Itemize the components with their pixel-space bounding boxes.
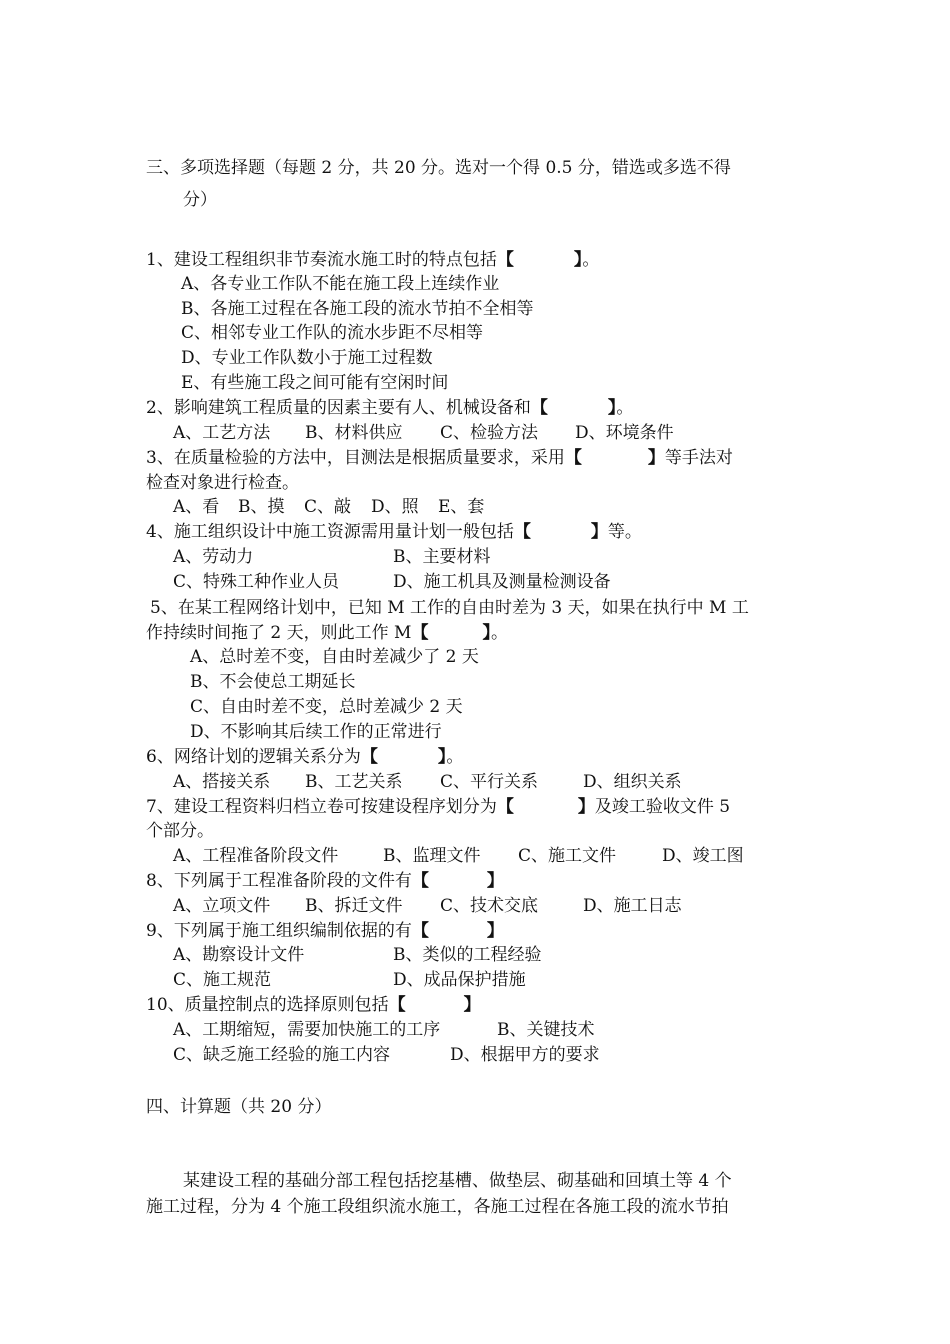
question-7-stem-continued: 个部分。: [146, 821, 214, 841]
question-7-option: B、监理文件: [383, 846, 481, 866]
question-1-option: D、专业工作队数小于施工过程数: [181, 348, 433, 368]
question-3-option: A、看: [173, 497, 220, 517]
question-3-stem-continued: 检查对象进行检查。: [146, 473, 299, 493]
question-10-stem: 10、质量控制点的选择原则包括【 】: [146, 995, 481, 1015]
question-9-option: B、类似的工程经验: [393, 945, 542, 965]
question-5-option: B、不会使总工期延长: [190, 672, 356, 692]
answer-bracket-left: 【: [411, 921, 429, 941]
question-8-option: C、技术交底: [440, 896, 539, 916]
answer-bracket-left: 【: [564, 448, 582, 468]
question-2-option: C、检验方法: [440, 423, 539, 443]
question-6-stem: 6、网络计划的逻辑关系分为【 】。: [146, 747, 464, 767]
answer-bracket-left: 【: [496, 250, 514, 270]
answer-bracket-right: 】: [590, 522, 608, 542]
question-1-option: B、各施工过程在各施工段的流水节拍不全相等: [181, 299, 534, 319]
question-6-option: A、搭接关系: [173, 772, 271, 792]
question-10-option: A、工期缩短，需要加快施工的工序: [173, 1020, 441, 1040]
question-2-stem: 2、影响建筑工程质量的因素主要有人、机械设备和【 】。: [146, 398, 634, 418]
question-7-option: D、竣工图: [662, 846, 744, 866]
question-5-option: C、自由时差不变，总时差减少 2 天: [190, 697, 463, 717]
question-7-stem: 7、建设工程资料归档立卷可按建设程序划分为【 】及竣工验收文件 5: [146, 797, 731, 817]
question-4-stem: 4、施工组织设计中施工资源需用量计划一般包括【 】等。: [146, 522, 642, 542]
question-2-option: D、环境条件: [575, 423, 674, 443]
question-10-option: C、缺乏施工经验的施工内容: [173, 1045, 391, 1065]
answer-bracket-right: 】: [486, 871, 504, 891]
question-9-option: D、成品保护措施: [393, 970, 526, 990]
question-6-option: B、工艺关系: [305, 772, 403, 792]
question-1-option: E、有些施工段之间可能有空闲时间: [181, 373, 449, 393]
question-4-option: C、特殊工种作业人员: [173, 572, 340, 592]
question-9-option: A、勘察设计文件: [173, 945, 305, 965]
problem-paragraph-continued: 施工过程，分为 4 个施工段组织流水施工，各施工过程在各施工段的流水节拍: [146, 1197, 729, 1217]
question-7-option: C、施工文件: [518, 846, 617, 866]
question-3-option: B、摸: [238, 497, 285, 517]
answer-bracket-left: 【: [513, 522, 531, 542]
question-5-stem: 5、在某工程网络计划中，已知 M 工作的自由时差为 3 天，如果在执行中 M 工: [150, 598, 749, 618]
question-4-option: A、劳动力: [173, 547, 254, 567]
question-1-option: C、相邻专业工作队的流水步距不尽相等: [181, 323, 484, 343]
answer-bracket-left: 【: [530, 398, 548, 418]
question-5-option: A、总时差不变，自由时差减少了 2 天: [190, 647, 479, 667]
question-4-option: B、主要材料: [393, 547, 491, 567]
section-title: 四、计算题（共 20 分）: [146, 1097, 332, 1117]
question-7-option: A、工程准备阶段文件: [173, 846, 339, 866]
question-8-option: D、施工日志: [583, 896, 682, 916]
answer-bracket-right: 】: [573, 250, 583, 270]
question-10-option: B、关键技术: [497, 1020, 595, 1040]
question-4-option: D、施工机具及测量检测设备: [393, 572, 611, 592]
question-8-option: A、立项文件: [173, 896, 271, 916]
question-9-stem: 9、下列属于施工组织编制依据的有【 】: [146, 921, 504, 941]
question-3-option: E、套: [438, 497, 485, 517]
answer-bracket-left: 【: [360, 747, 378, 767]
question-9-option: C、施工规范: [173, 970, 272, 990]
answer-bracket-left: 【: [411, 623, 429, 643]
question-8-option: B、拆迁文件: [305, 896, 403, 916]
question-2-option: A、工艺方法: [173, 423, 271, 443]
answer-bracket-right: 】: [607, 398, 617, 418]
question-5-option: D、不影响其后续工作的正常进行: [190, 722, 442, 742]
answer-bracket-right: 】: [437, 747, 447, 767]
answer-bracket-right: 】: [482, 623, 491, 643]
problem-paragraph: 某建设工程的基础分部工程包括挖基槽、做垫层、砌基础和回填土等 4 个: [183, 1171, 732, 1191]
question-2-option: B、材料供应: [305, 423, 403, 443]
question-1-stem: 1、建设工程组织非节奏流水施工时的特点包括【 】。: [146, 250, 600, 270]
question-3-option: D、照: [371, 497, 419, 517]
question-10-option: D、根据甲方的要求: [450, 1045, 600, 1065]
answer-bracket-right: 】: [486, 921, 504, 941]
question-1-option: A、各专业工作队不能在施工段上连续作业: [181, 274, 500, 294]
answer-bracket-left: 【: [411, 871, 429, 891]
answer-bracket-right: 】: [577, 797, 595, 817]
question-3-option: C、敲: [304, 497, 352, 517]
answer-bracket-left: 【: [388, 995, 406, 1015]
question-6-option: D、组织关系: [583, 772, 682, 792]
answer-bracket-right: 】: [463, 995, 481, 1015]
question-5-stem-continued: 作持续时间拖了 2 天，则此工作 M【 】。: [146, 623, 508, 643]
answer-bracket-right: 】: [647, 448, 665, 468]
question-6-option: C、平行关系: [440, 772, 539, 792]
answer-bracket-left: 【: [496, 797, 514, 817]
question-3-stem: 3、在质量检验的方法中，目测法是根据质量要求，采用【 】等手法对: [146, 448, 733, 468]
question-8-stem: 8、下列属于工程准备阶段的文件有【 】: [146, 871, 504, 891]
section-title: 三、多项选择题（每题 2 分，共 20 分。选对一个得 0.5 分，错选或多选不得: [146, 158, 731, 178]
section-title-continued: 分）: [183, 190, 217, 210]
